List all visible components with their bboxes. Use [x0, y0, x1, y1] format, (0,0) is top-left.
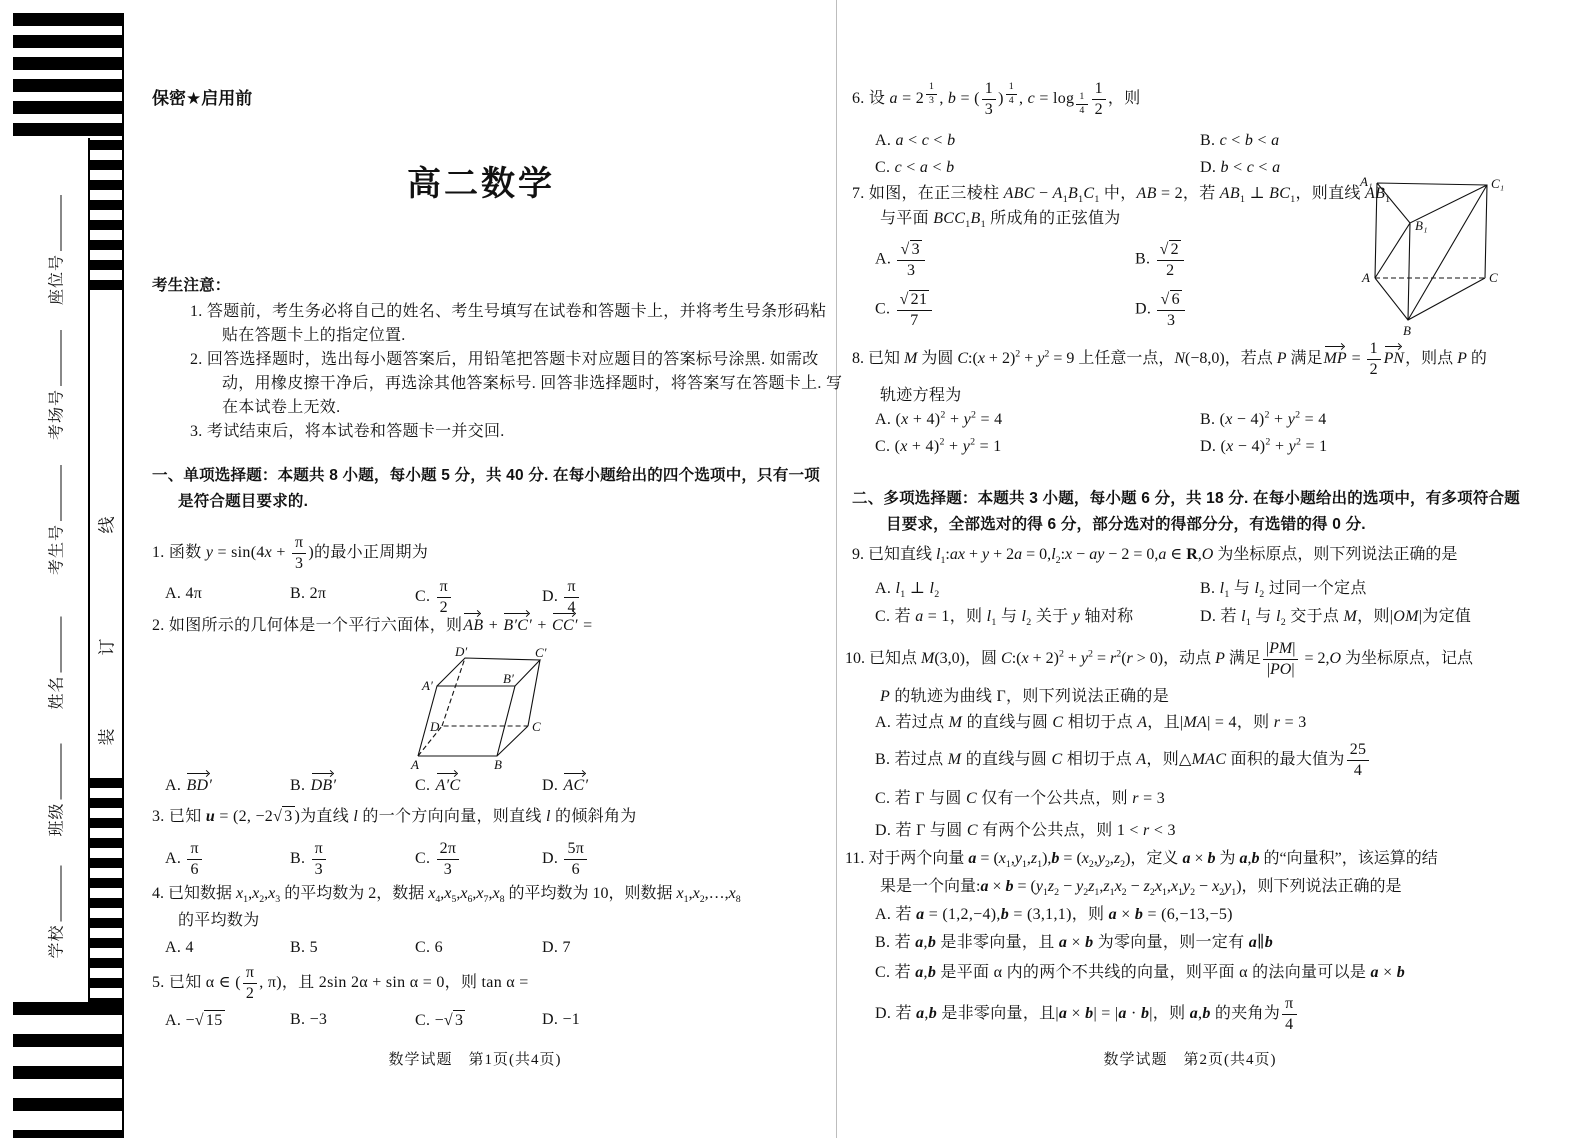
section-header: 目要求，全部选对的得 6 分，部分选对的得部分分，有选错的得 0 分.	[886, 516, 1366, 533]
figure-vertex-label: A	[411, 757, 419, 772]
question-stem: 2. 如图所示的几何体是一个平行六面体，则 AB + B′C′ + CC′ =	[152, 616, 592, 637]
secrecy-label: 保密★启用前	[152, 89, 253, 108]
figure-vertex-label: D	[430, 719, 440, 734]
figure-vertex-label: B₁	[1415, 218, 1428, 233]
binding-line-char: 线	[97, 516, 117, 534]
question-stem: 8. 已知 M 为圆 C:(x + $2)^2 + y^2 = 9$ 上任意一点，N(−8,0)，若点 P 满足 MP = $\frac{1}{2}$ PN，则点 P 的	[852, 340, 1487, 378]
fill-in-blank-line	[57, 330, 62, 386]
option: D. $\frac{5\pi}{6}$	[542, 840, 589, 878]
fill-in-blank-line	[57, 743, 62, 799]
notice-title: 考生注意：	[152, 277, 231, 294]
option: D. 7	[542, 939, 571, 956]
student-info-field-label: 班级	[44, 743, 67, 836]
option: B. 5	[290, 939, 318, 956]
figure-vertex-label: D′	[455, 646, 468, 659]
figure-vertex-label: A	[1362, 270, 1370, 285]
question-stem: 的平均数为	[178, 912, 260, 929]
question-stem: 与平面 $BCC_1B_1$ 所成角的正弦值为	[880, 210, 1121, 231]
option: A. 若过点 M 的直线与圆 C 相切于点 A，且|MA| = 4，则 r = 3	[875, 714, 1307, 731]
page-footer: 数学试题 第2页(共4页)	[1103, 1052, 1277, 1068]
registration-bars-top-inner	[88, 140, 124, 294]
section-header: 二、多项选择题：本题共 3 小题，每小题 6 分，共 18 分. 在每小题给出的选项中，有多项符合题	[852, 490, 1520, 507]
option: C. 若 a = 1，则 $l_1$ 与 $l_2$ 关于 y 轴对称	[875, 608, 1134, 629]
option: A. $\frac{√ 3}{3}$	[875, 240, 927, 279]
student-info-field-label: 姓名	[44, 616, 67, 709]
option: B. DB′	[290, 776, 337, 797]
question-stem: 1. 函数 y = sin(4x + $\frac{\pi}{3}$ )的最小正周期为	[152, 534, 429, 572]
question-stem: 6. 设 a = 2 $^{\frac{1}{3}}$ , b = ( $\frac{1}{3}$ ) $^{\frac{1}{4}}$ , c = log $_{\frac{1}{4}}$ $\frac{1}{2}$ ，则	[852, 80, 1141, 118]
section-header: 一、单项选择题：本题共 8 小题，每小题 5 分，共 40 分. 在每小题给出的四个选项中，只有一项	[152, 467, 820, 484]
registration-bars-top	[13, 13, 124, 138]
question-stem: 轨迹方程为	[880, 387, 962, 404]
question-stem: 4. 已知数据 $x_1,x_2,x_3$ 的平均数为 2，数据 $x_4,x_5,x_6,x_7,x_8$ 的平均数为 10，则数据 $x_1,x_2,\dots,x_8$	[152, 885, 741, 906]
option: B. $l_1$ 与 $l_2$ 过同一个定点	[1200, 580, 1367, 601]
option: A. BD′	[165, 776, 213, 797]
page-fold-line	[836, 0, 837, 1138]
figure-vertex-label: A₁	[1360, 174, 1373, 189]
parallelepiped-figure	[403, 646, 578, 781]
question-stem: 果是一个向量:a × $b = (y_1z_2 - y_2z_1,z_1x_2 - z_2x_1,x_1y_2 - x_2y_1)$，则下列说法正确的是	[880, 878, 1402, 899]
figure-vertex-label: B	[1403, 323, 1411, 338]
notice-line: 动，用橡皮擦干净后，再选涂其他答案标号. 回答非选择题时，将答案写在答题卡上. 写	[222, 375, 843, 392]
figure-vertex-label: B′	[503, 671, 514, 686]
option: B. 若过点 M 的直线与圆 C 相切于点 A，则△MAC 面积的最大值为 $\frac{25}{4}$	[875, 741, 1371, 779]
option: D. $\frac{\pi}{4}$	[542, 578, 581, 616]
option: D. b < c < a	[1200, 159, 1281, 176]
prism-solid-edges	[1375, 183, 1487, 320]
option: C. c < a < b	[875, 159, 955, 176]
prism-figure	[1358, 172, 1508, 347]
figure-vertex-label: C	[1489, 270, 1498, 285]
fill-in-blank-line	[57, 465, 62, 521]
page-footer: 数学试题 第1页(共4页)	[388, 1052, 562, 1068]
notice-line: 1. 答题前，考生务必将自己的姓名、考生号填写在试卷和答题卡上，并将考生号条形码粘	[190, 303, 827, 320]
option: C. $\frac{√ 21}{7}$	[875, 290, 934, 329]
question-stem: 3. 已知 u = (2, −2√ 3 )为直线 l 的一个方向向量，则直线 l 的倾斜角为	[152, 806, 637, 828]
option: D. 若 $l_1$ 与 $l_2$ 交于点 M，则|OM|为定值	[1200, 608, 1472, 629]
binding-line-char: 订	[97, 638, 117, 656]
option: C. −√ 3	[415, 1010, 465, 1032]
question-stem: 9. 已知直线 $l_1:ax + y + 2a$ = $0,l_2:x$ − ay − 2 = 0,a ∈ R,O 为坐标原点，则下列说法正确的是	[852, 546, 1458, 567]
option: D. −1	[542, 1011, 581, 1028]
question-stem: 10. 已知点 M(3,0)，圆 C:(x + $2)^2 + y^2 = r^2(r > 0)$，动点 P 满足 $\frac{|PM|}{|PO|}$ = 2,O 为坐标原点，记点	[845, 640, 1474, 678]
option: D. $(x - 4)^2 + y^2 = 1$	[1200, 436, 1328, 455]
parallelepiped-solid-edges	[418, 658, 540, 756]
question-stem: P 的轨迹为曲线 Γ，则下列说法正确的是	[880, 688, 1170, 705]
student-info-field-label: 学校	[44, 865, 67, 958]
option: A. $l_1$ ⊥ $l_2$	[875, 580, 940, 601]
option: D. 若 a,b 是非零向量，且|a × b| = |a · b|，则 a,b 的夹角为 $\frac{\pi}{4}$	[875, 995, 1299, 1033]
option: D. 若 Γ 与圆 C 有两个公共点，则 1 < r < 3	[875, 822, 1176, 839]
option: B. $\frac{√ 2}{2}$	[1135, 240, 1186, 279]
question-stem: 7. 如图，在正三棱柱 ABC − $A_1B_1C_1$ 中，AB = 2，若 $AB_1$ ⊥ $BC_1$，则直线 $AB_1$	[852, 185, 1391, 206]
option: D. $\frac{√ 6}{3}$	[1135, 290, 1187, 329]
option: D. AC′	[542, 776, 589, 797]
question-stem: 11. 对于两个向量 $a = (x_1,y_1,z_1),b = (x_2,y_2,z_2)$，定义 a × b 为 a,b 的“向量积”，该运算的结	[845, 850, 1438, 871]
student-info-field-label: 考场号	[44, 330, 67, 440]
binding-line-char: 装	[97, 728, 117, 746]
notice-line: 2. 回答选择题时，选出每小题答案后，用铅笔把答题卡对应题目的答案标号涂黑. 如需改	[190, 351, 819, 368]
figure-vertex-label: B	[494, 757, 502, 772]
registration-bars-bottom	[13, 1002, 124, 1138]
figure-vertex-label: C	[532, 719, 541, 734]
option: C. 6	[415, 939, 443, 956]
fill-in-blank-line	[57, 865, 62, 921]
fill-in-blank-line	[57, 616, 62, 672]
notice-line: 3. 考试结束后，将本试卷和答题卡一并交回.	[190, 423, 505, 440]
option: C. A′C	[415, 776, 461, 797]
option: A. a < c < b	[875, 132, 956, 149]
option: B. $\frac{\pi}{3}$	[290, 840, 328, 878]
page-title: 高二数学	[407, 166, 555, 203]
option: A. 4π	[165, 585, 203, 602]
notice-line: 贴在答题卡上的指定位置.	[222, 327, 406, 344]
question-stem: 5. 已知 α ∈ ( $\frac{\pi}{2}$ , π)，且 2sin 2α + sin α = 0，则 tan α =	[152, 964, 529, 1002]
option: A. $(x + 4)^2 + y^2 = 4$	[875, 409, 1003, 428]
option: B. c < b < a	[1200, 132, 1280, 149]
student-info-field-label: 座位号	[44, 195, 67, 305]
figure-vertex-label: C₁	[1491, 176, 1505, 191]
option: B. −3	[290, 1011, 328, 1028]
option: C. $\frac{\pi}{2}$	[415, 578, 453, 616]
option: B. $(x - 4)^2 + y^2 = 4$	[1200, 409, 1327, 428]
figure-vertex-label: A′	[422, 678, 433, 693]
option: C. 若 Γ 与圆 C 仅有一个公共点，则 r = 3	[875, 790, 1165, 807]
notice-line: 在本试卷上无效.	[222, 399, 341, 416]
option: A. −√ 15	[165, 1010, 225, 1032]
option: C. $(x + 4)^2 + y^2 = 1$	[875, 436, 1002, 455]
student-info-field-label: 考生号	[44, 465, 67, 575]
option: A. 若 a = (1,2,−4),b = (3,1,1)，则 a × b = (6,−13,−5)	[875, 906, 1233, 923]
fill-in-blank-line	[57, 195, 62, 251]
section-header: 是符合题目要求的.	[178, 493, 309, 510]
option: C. $\frac{2\pi}{3}$	[415, 840, 461, 878]
option: B. 若 a,b 是非零向量，且 a × b 为零向量，则一定有 a∥b	[875, 934, 1274, 951]
binding-column-rule-left	[88, 138, 90, 1004]
option: A. $\frac{\pi}{6}$	[165, 840, 204, 878]
binding-column-rule-right	[122, 13, 124, 1138]
figure-vertex-label: C′	[535, 646, 547, 660]
option: A. 4	[165, 939, 194, 956]
option: C. 若 a,b 是平面 α 内的两个不共线的向量，则平面 α 的法向量可以是 a × b	[875, 964, 1406, 981]
option: B. 2π	[290, 585, 327, 602]
registration-bars-bottom-inner	[88, 778, 124, 1004]
